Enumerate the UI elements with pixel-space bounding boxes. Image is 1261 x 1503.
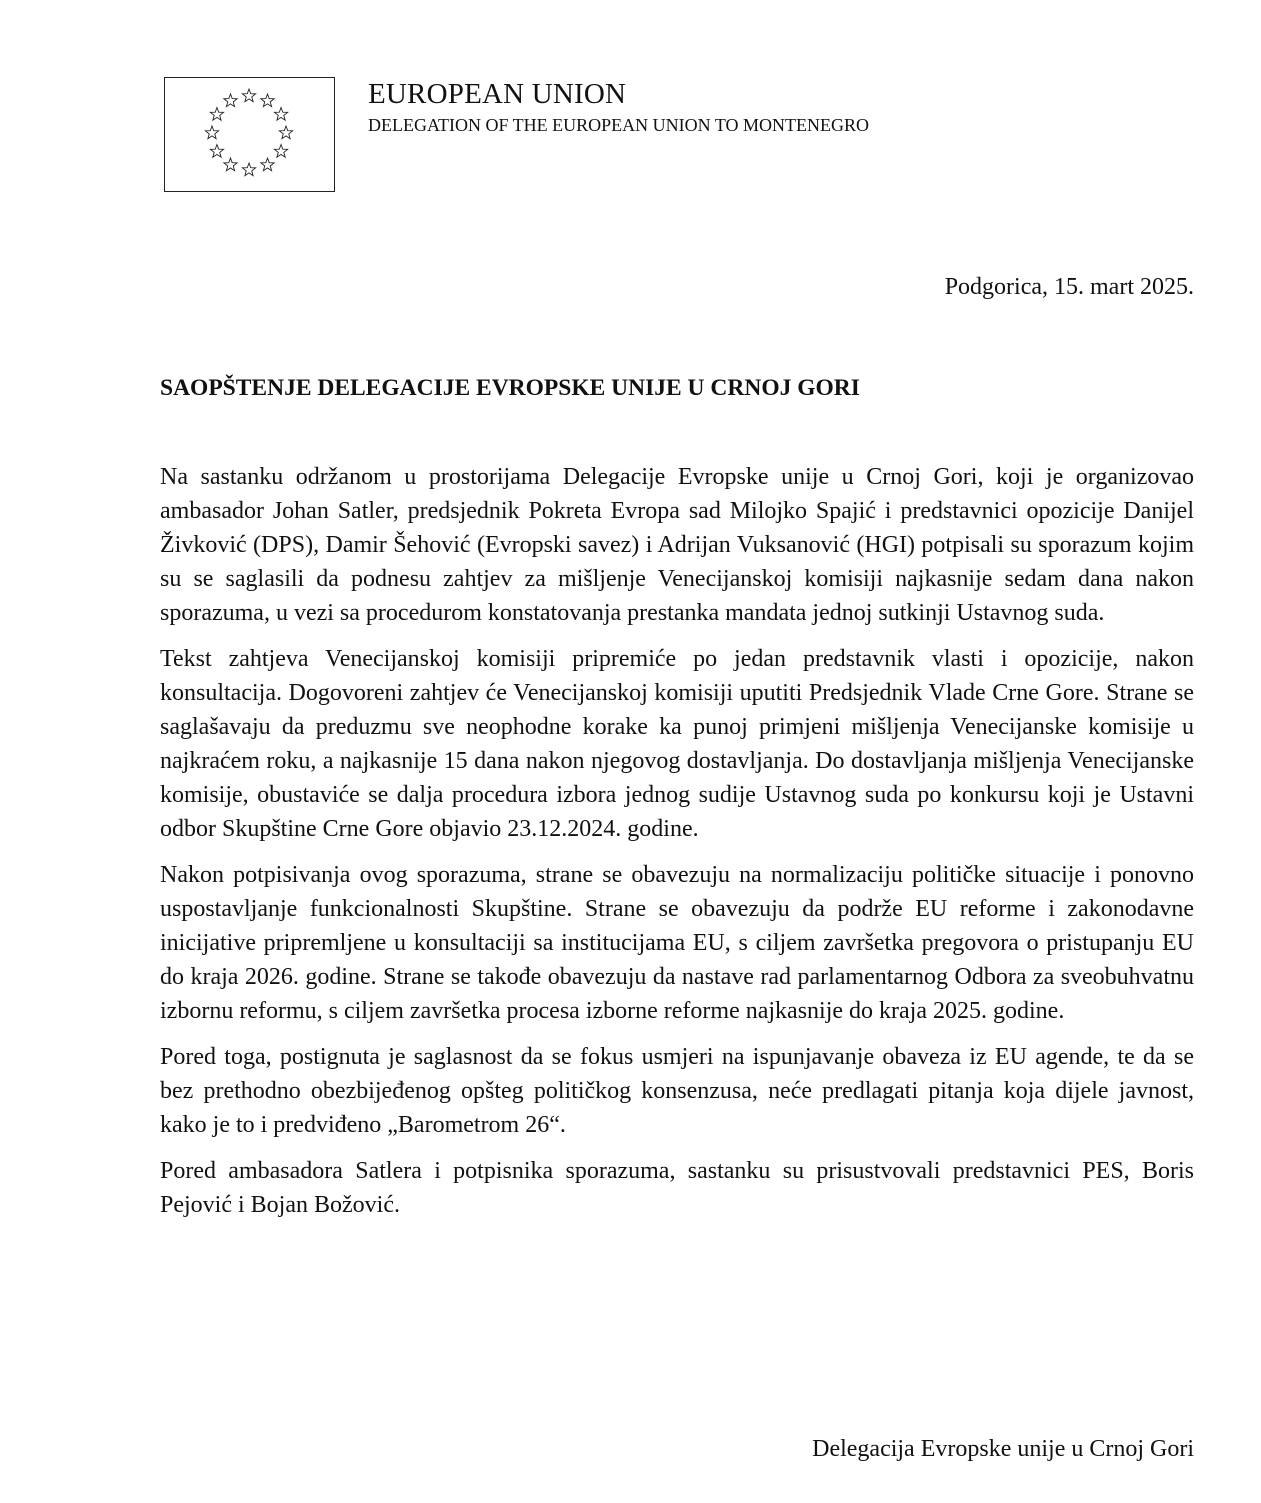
star-icon [242, 163, 255, 176]
signature: Delegacija Evropske unije u Crnoj Gori [812, 1436, 1194, 1462]
paragraph-1: Na sastanku održanom u prostorijama Delegacije Evropske unije u Crnoj Gori, koji je organizovao ambasador Johan Satler, predsjednik Pokreta Evropa sad Milojko Spajić i predstavnici opozicije Danijel Živković (DPS), Damir Šehović (Evropski savez) i Adrijan Vuksanović (HGI) potpisali su sporazum kojim su se saglasili da podnesu zahtjev za mišljenje Venecijanskoj komisiji najkasnije sedam dana nakon sporazuma, u vezi sa procedurom konstatovanja prestanka mandata jednoj sutkinji Ustavnog suda. [160, 464, 1194, 626]
star-icon [242, 89, 255, 102]
eu-stars-circle-icon [165, 78, 334, 191]
paragraph-5: Pored ambasadora Satlera i potpisnika sporazuma, sastanku su prisustvovali predstavnici PES, Boris Pejović i Bojan Božović. [160, 1158, 1194, 1218]
star-icon [210, 108, 223, 121]
paragraph-2: Tekst zahtjeva Venecijanskoj komisiji pripremiće po jedan predstavnik vlasti i opozicije, nakon konsultacija. Dogovoreni zahtjev će Venecijanskoj komisiji uputiti Predsjednik Vlade Crne Gore. Strane se saglašavaju da preduzmu sve neophodne korake ka punoj primjeni mišljenja Venecijanske komisije u najkraćem roku, a najkasnije 15 dana nakon njegovog dostavljanja. Do dostavljanja mišljenja Venecijanske komisije, obustaviće se dalja procedura izbora jednog sudije Ustavnog suda po konkursu koji je Ustavni odbor Skupštine Crne Gore objavio 23.12.2024. godine. [160, 646, 1194, 842]
star-icon [274, 145, 287, 158]
document-date: Podgorica, 15. mart 2025. [944, 274, 1194, 300]
star-icon [279, 126, 292, 139]
star-icon [261, 94, 274, 107]
eu-logo [164, 77, 335, 192]
document-body [160, 460, 1194, 1234]
paragraph-3: Nakon potpisivanja ovog sporazuma, strane se obavezuju na normalizaciju političke situacije i ponovno uspostavljanje funkcionalnosti Skupštine. Strane se obavezuju da podrže EU reforme i zakonodavne inicijative pripremljene u konsultaciji sa institucijama EU, s ciljem završetka pregovora o pristupanju EU do kraja 2026. godine. Strane se takođe obavezuju da nastave rad parlamentarnog Odbora za sveobuhvatnu izbornu reformu, s ciljem završetka procesa izborne reforme najkasnije do kraja 2025. godine. [160, 862, 1194, 1024]
star-icon [274, 108, 287, 121]
paragraph-4: Pored toga, postignuta je saglasnost da se fokus usmjeri na ispunjavanje obaveza iz EU agende, te da se bez prethodno obezbijeđenog opšteg političkog konsenzusa, neće predlagati pitanja koja dijele javnost, kako je to i predviđeno „Barometrom 26“. [160, 1044, 1194, 1138]
star-icon [261, 158, 274, 171]
star-icon [210, 145, 223, 158]
star-icon [224, 94, 237, 107]
org-name: EUROPEAN UNION [368, 78, 627, 110]
star-icon [205, 126, 218, 139]
document-title: SAOPŠTENJE DELEGACIJE EVROPSKE UNIJE U CRNOJ GORI [160, 375, 860, 401]
star-icon [224, 158, 237, 171]
org-subtitle: DELEGATION OF THE EUROPEAN UNION TO MONTENEGRO [368, 115, 869, 135]
